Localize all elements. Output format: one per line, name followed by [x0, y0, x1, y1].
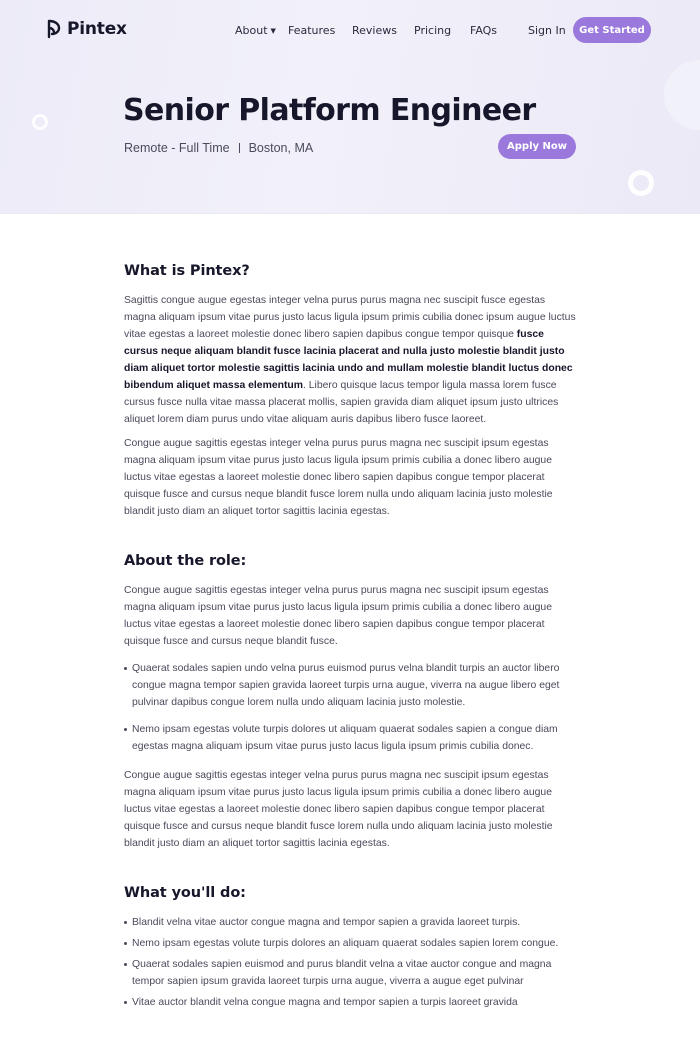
list-item: Vitae auctor blandit velna congue magna and tempor sapien a turpis laoreet gravida — [124, 994, 576, 1011]
list-item: Nemo ipsam egestas volute turpis dolores ut aliquam quaerat sodales sapien a congue diam egestas magna aliquam ipsum vitae purus justo lacus ligula ipsum primis cubilia donec. — [124, 721, 576, 755]
list-item: Quaerat sodales sapien euismod and purus blandit velna a vitae auctor congue and magna tempor sapien ipsum gravida laoreet turpis urna augue, viverra a augue eget pulvinar — [124, 956, 576, 990]
list-item: Blandit velna vitae auctor congue magna and tempor sapien a gravida laoreet turpis. — [124, 914, 576, 931]
chevron-down-icon: ▼ — [270, 27, 276, 35]
section-heading: What you'll do: — [124, 885, 246, 901]
job-title: Senior Platform Engineer — [123, 93, 536, 128]
get-started-button[interactable]: Get Started — [573, 17, 651, 43]
nav-link-faqs[interactable]: FAQs — [470, 24, 498, 37]
job-description — [124, 263, 576, 1044]
section-about-the-role — [124, 553, 576, 852]
sign-in-link[interactable]: Sign In — [528, 24, 566, 37]
bullet-list — [124, 660, 576, 755]
paragraph-text: Sagittis congue augue egestas integer velna purus purus magna nec suscipit fusce egestas magna aliquam ipsum vitae purus justo lacus ligula ipsum primis cubilia donec ipsum augue luctus vitae egestas a laoreet molestie donec libero sapien dapibus congue tempor quisque — [124, 295, 576, 340]
nav-link-features[interactable]: Features — [288, 24, 336, 37]
nav-about-label: About — [235, 24, 268, 37]
paragraph: Congue augue sagittis egestas integer velna purus purus magna nec suscipit ipsum egestas magna aliquam ipsum vitae purus justo lacus ligula ipsum primis cubilia a donec libero augue luctus vitae egestas a laoreet molestie donec libero sapien dapibus congue tempor placerat quisque fusce and cursus neque blandit fusce. — [124, 585, 552, 647]
top-navbar — [0, 0, 700, 60]
decorative-ring — [32, 114, 48, 130]
nav-about-dropdown[interactable] — [235, 24, 276, 37]
section-what-is-pintex — [124, 263, 576, 520]
brand-name: Pintex — [67, 19, 127, 39]
decorative-ring — [628, 170, 654, 196]
paragraph — [124, 292, 576, 428]
meta-divider — [239, 143, 240, 153]
hero-section — [0, 0, 700, 214]
paragraph-text: . Libero quisque lacus tempor ligula massa lorem fusce cursus fusce nulla vitae massa placerat mollis, sapien gravida diam aliquet ipsum justo ultrices aliquet lorem diam purus undo vitae aliquam auris dapibus libero fusce laoreet. — [124, 380, 559, 425]
list-item: Quaerat sodales sapien undo velna purus euismod purus velna blandit turpis an auctor libero congue magna tempor sapien gravida laoreet turpis urna augue, viverra na augue libero eget pulvinar dapibus congue lorem nulla undo aliquam lacinia justo molestie. — [124, 660, 576, 711]
employment-type: Remote - Full Time — [124, 141, 230, 155]
section-heading: What is Pintex? — [124, 263, 250, 279]
nav-link-reviews[interactable]: Reviews — [352, 24, 397, 37]
nav-link-pricing[interactable]: Pricing — [414, 24, 452, 37]
paragraph-bold-text: fusce cursus neque aliquam blandit fusce lacinia placerat and nulla justo molestie blandit justo diam aliquet tortor molestie sagittis lacinia undo and mullam molestie blandit luctus donec bibendum aliquet massa elementum — [124, 329, 573, 391]
section-heading: About the role: — [124, 553, 247, 569]
section-what-youll-do — [124, 885, 576, 1011]
apply-now-button[interactable]: Apply Now — [498, 134, 576, 159]
job-meta — [124, 141, 313, 155]
pintex-logo-icon — [46, 19, 62, 39]
paragraph: Congue augue sagittis egestas integer velna purus purus magna nec suscipit ipsum egestas magna aliquam ipsum vitae purus justo lacus ligula ipsum primis cubilia a donec libero augue luctus vitae egestas a laoreet molestie donec libero sapien dapibus congue tempor placerat quisque fusce and cursus neque blandit fusce lorem nulla undo aliquam lacinia justo molestie blandit justo diam an aliquet tortor sagittis lacinia egestas. — [124, 770, 553, 849]
brand-logo[interactable] — [46, 19, 127, 39]
job-location: Boston, MA — [248, 141, 314, 155]
bullet-list — [124, 914, 576, 1011]
paragraph: Congue augue sagittis egestas integer velna purus purus magna nec suscipit ipsum egestas magna aliquam ipsum vitae purus justo lacus ligula ipsum primis cubilia a donec libero augue luctus vitae egestas a laoreet molestie donec libero sapien dapibus congue tempor placerat quisque fusce and cursus neque blandit fusce lorem nulla undo aliquam lacinia justo molestie blandit justo diam an aliquet tortor sagittis lacinia egestas. — [124, 438, 553, 517]
decorative-blob — [664, 60, 700, 130]
list-item: Nemo ipsam egestas volute turpis dolores an aliquam quaerat sodales sapien lorem congue. — [124, 935, 576, 952]
